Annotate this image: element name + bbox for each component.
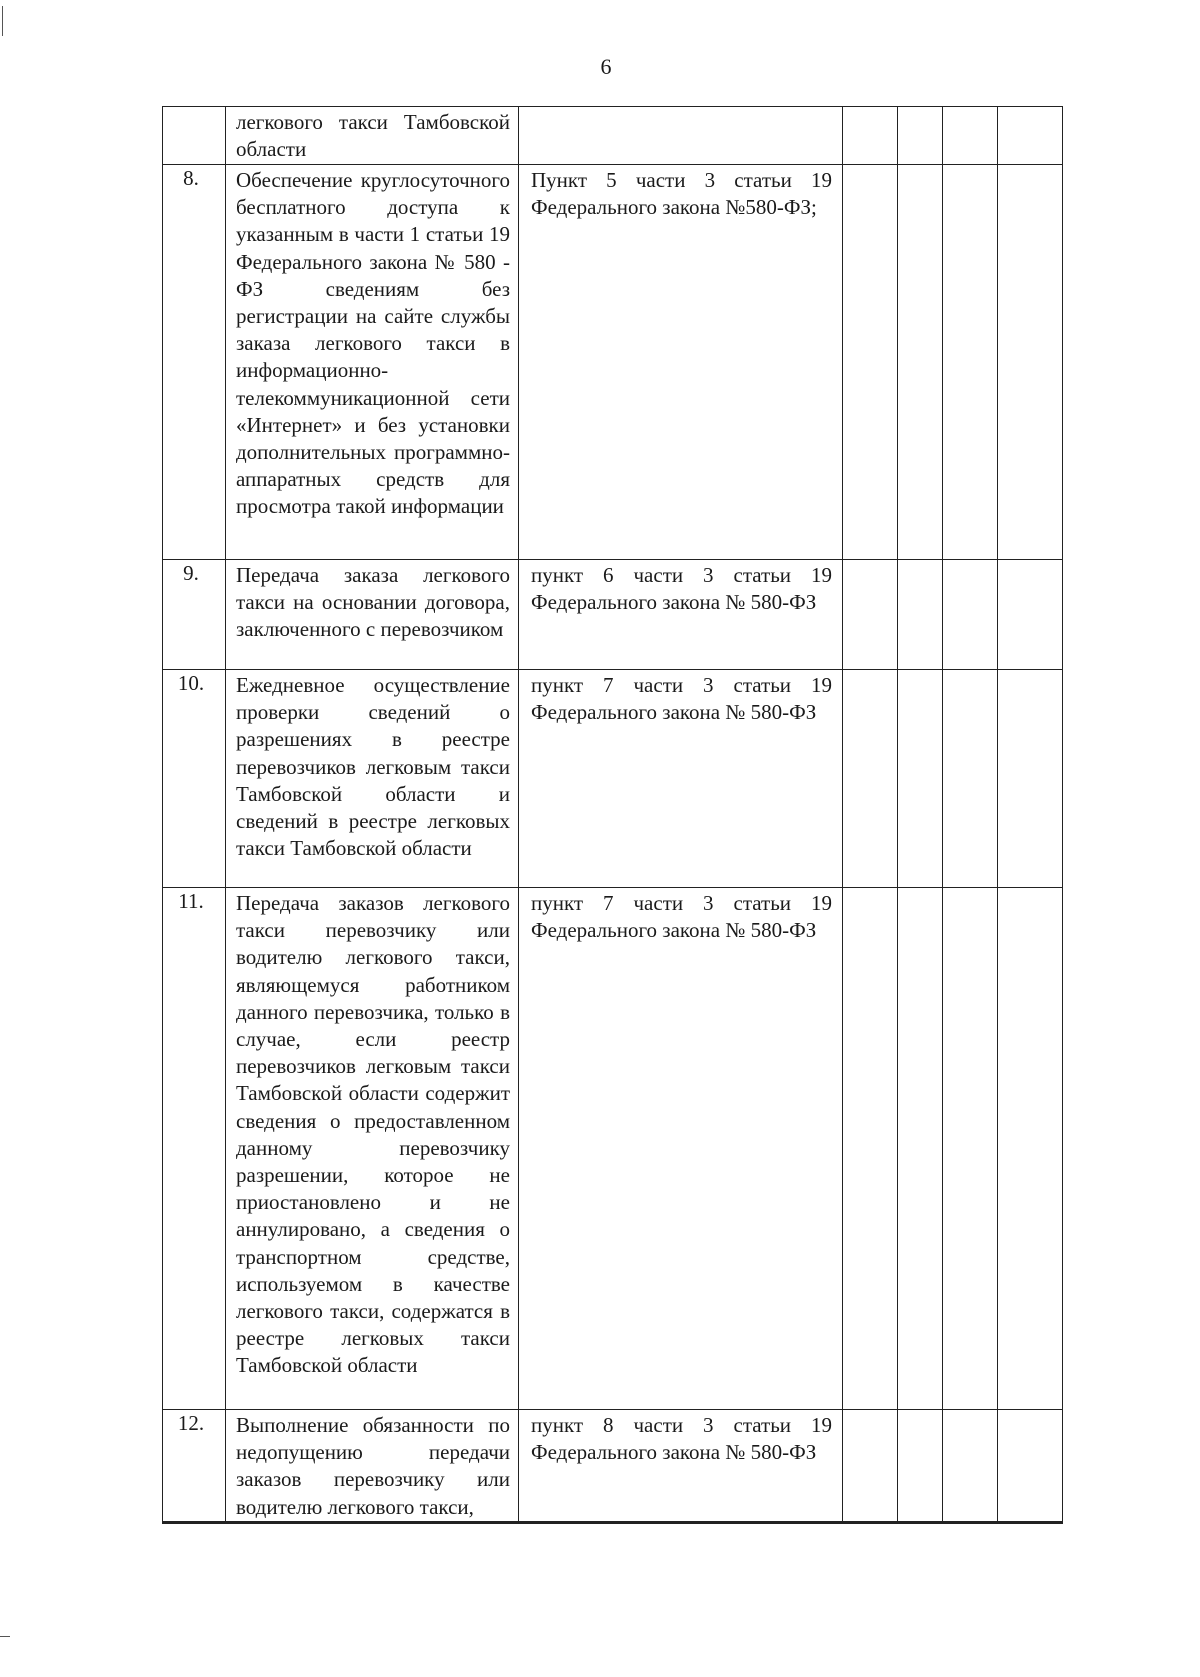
empty-cell	[998, 888, 1063, 1410]
empty-cell	[843, 888, 898, 1410]
empty-cell	[898, 670, 943, 888]
empty-cell	[898, 560, 943, 670]
requirement-cell: легкового такси Тамбовской области	[226, 107, 519, 165]
row-number: 9.	[163, 560, 226, 670]
reference-cell: пункт 7 части 3 статьи 19 Федерального закона № 580-ФЗ	[519, 670, 843, 888]
table-row	[163, 165, 1063, 560]
reference-cell: пункт 7 части 3 статьи 19 Федерального закона № 580-ФЗ	[519, 888, 843, 1410]
row-number: 10.	[163, 670, 226, 888]
empty-cell	[998, 670, 1063, 888]
empty-cell	[943, 107, 998, 165]
requirement-cell: Ежедневное осуществление проверки сведений о разрешениях в реестре перевозчиков легковым такси Тамбовской области и сведений в реестре легковых такси Тамбовской области	[226, 670, 519, 888]
empty-cell	[998, 560, 1063, 670]
empty-cell	[843, 560, 898, 670]
empty-cell	[943, 560, 998, 670]
empty-cell	[943, 1410, 998, 1523]
reference-cell: пункт 8 части 3 статьи 19 Федерального закона № 580-ФЗ	[519, 1410, 843, 1523]
reference-cell: пункт 6 части 3 статьи 19 Федерального закона № 580-ФЗ	[519, 560, 843, 670]
checklist-table-wrap	[162, 106, 1062, 1524]
empty-cell	[998, 165, 1063, 560]
empty-cell	[998, 107, 1063, 165]
scan-edge-mark	[0, 1636, 10, 1637]
reference-cell	[519, 107, 843, 165]
empty-cell	[898, 888, 943, 1410]
row-number	[163, 107, 226, 165]
empty-cell	[898, 1410, 943, 1523]
empty-cell	[843, 107, 898, 165]
scan-edge-mark	[2, 6, 3, 36]
empty-cell	[943, 888, 998, 1410]
requirement-cell: Передача заказа легкового такси на основании договора, заключенного с перевозчиком	[226, 560, 519, 670]
requirement-cell: Обеспечение круглосуточного бесплатного доступа к указанным в части 1 статьи 19 Федерального закона № 580 - ФЗ сведениям без регистрации на сайте службы заказа легкового такси в информационно-телекоммуникационной сети «Интернет» и без установки дополнительных программно-аппаратных средств для просмотра такой информации	[226, 165, 519, 560]
empty-cell	[843, 1410, 898, 1523]
empty-cell	[898, 107, 943, 165]
table-row	[163, 670, 1063, 888]
row-number: 12.	[163, 1410, 226, 1523]
row-number: 11.	[163, 888, 226, 1410]
page-number: 6	[600, 54, 612, 79]
table-row	[163, 1410, 1063, 1523]
row-number: 8.	[163, 165, 226, 560]
empty-cell	[943, 670, 998, 888]
requirement-cell: Выполнение обязанности по недопущению передачи заказов перевозчику или водителю легкового такси,	[226, 1410, 519, 1523]
empty-cell	[943, 165, 998, 560]
reference-cell: Пункт 5 части 3 статьи 19 Федерального закона №580-ФЗ;	[519, 165, 843, 560]
requirement-cell: Передача заказов легкового такси перевозчику или водителю легкового такси, являющемуся работником данного перевозчика, только в случае, если реестр перевозчиков легковым такси Тамбовской области содержит сведения о предоставленном данному перевозчику разрешении, которое не приостановлено и не аннулировано, а сведения о транспортном средстве, используемом в качестве легкового такси, содержатся в реестре легковых такси Тамбовской области	[226, 888, 519, 1410]
empty-cell	[843, 670, 898, 888]
table-row	[163, 107, 1063, 165]
table-row	[163, 888, 1063, 1410]
empty-cell	[843, 165, 898, 560]
table-row	[163, 560, 1063, 670]
empty-cell	[998, 1410, 1063, 1523]
empty-cell	[898, 165, 943, 560]
checklist-table	[162, 106, 1063, 1524]
